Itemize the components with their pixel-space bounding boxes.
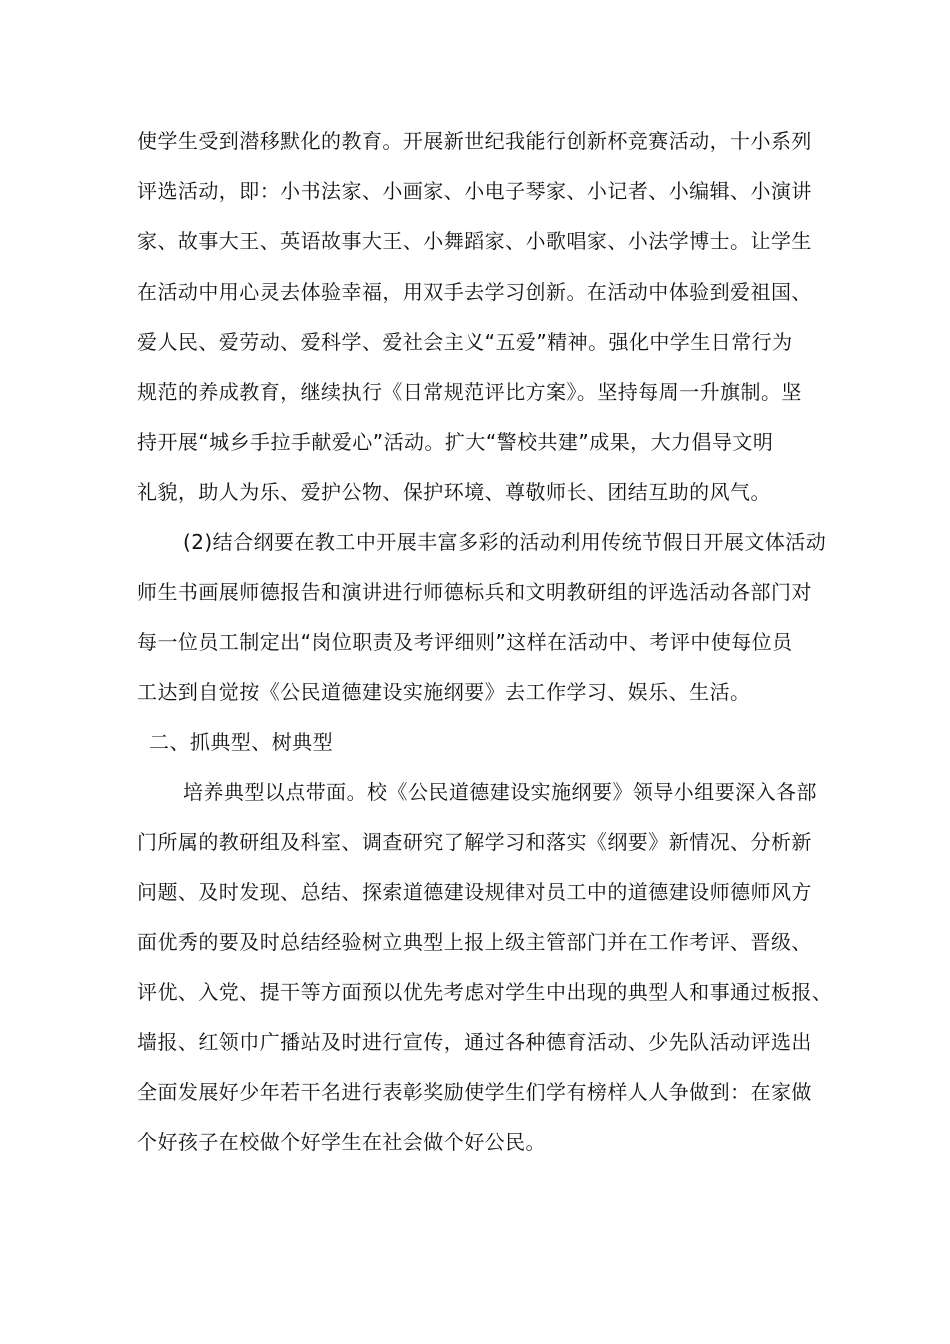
body-text-line: 在活动中用心灵去体验幸福，用双手去学习创新。在活动中体验到爱祖国、: [137, 280, 812, 304]
paragraph-start-line: (2)结合纲要在教工中开展丰富多彩的活动利用传统节假日开展文体活动: [183, 530, 827, 554]
section-heading: 二、抓典型、树典型: [149, 730, 334, 754]
body-text-line: 问题、及时发现、总结、探索道德建设规律对员工中的道德建设师德师风方: [137, 880, 812, 904]
body-text-line: 使学生受到潜移默化的教育。开展新世纪我能行创新杯竞赛活动，十小系列: [137, 129, 812, 153]
body-text-line: 墙报、红领巾广播站及时进行宣传，通过各种德育活动、少先队活动评选出: [137, 1030, 812, 1054]
body-text-line: 每一位员工制定出“岗位职责及考评细则”这样在活动中、考评中使每位员: [137, 630, 793, 654]
body-text-line: 爱人民、爱劳动、爱科学、爱社会主义“五爱”精神。强化中学生日常行为: [137, 330, 793, 354]
body-text-line: 个好孩子在校做个好学生在社会做个好公民。: [137, 1130, 546, 1154]
body-text-line: 规范的养成教育，继续执行《日常规范评比方案》。坚持每周一升旗制。坚: [137, 380, 802, 404]
body-text-line: 面优秀的要及时总结经验树立典型上报上级主管部门并在工作考评、晋级、: [137, 930, 812, 954]
paragraph-start-line: 培养典型以点带面。校《公民道德建设实施纲要》领导小组要深入各部: [183, 780, 817, 804]
body-text-line: 礼貌，助人为乐、爱护公物、保护环境、尊敬师长、团结互助的风气。: [137, 480, 771, 504]
body-text-line: 门所属的教研组及科室、调查研究了解学习和落实《纲要》新情况、分析新: [137, 830, 812, 854]
body-text-line: 工达到自觉按《公民道德建设实施纲要》去工作学习、娱乐、生活。: [137, 680, 751, 704]
body-text-line: 评优、入党、提干等方面预以优先考虑对学生中出现的典型人和事通过板报、: [137, 980, 833, 1004]
body-text-line: 评选活动，即：小书法家、小画家、小电子琴家、小记者、小编辑、小演讲: [137, 179, 812, 203]
body-text-line: 持开展“城乡手拉手献爱心”活动。扩大“警校共建”成果，大力倡导文明: [137, 430, 774, 454]
body-text-line: 师生书画展师德报告和演讲进行师德标兵和文明教研组的评选活动各部门对: [137, 580, 812, 604]
body-text-line: 家、故事大王、英语故事大王、小舞蹈家、小歌唱家、小法学博士。让学生: [137, 229, 812, 253]
body-text-line: 全面发展好少年若干名进行表彰奖励使学生们学有榜样人人争做到：在家做: [137, 1080, 812, 1104]
